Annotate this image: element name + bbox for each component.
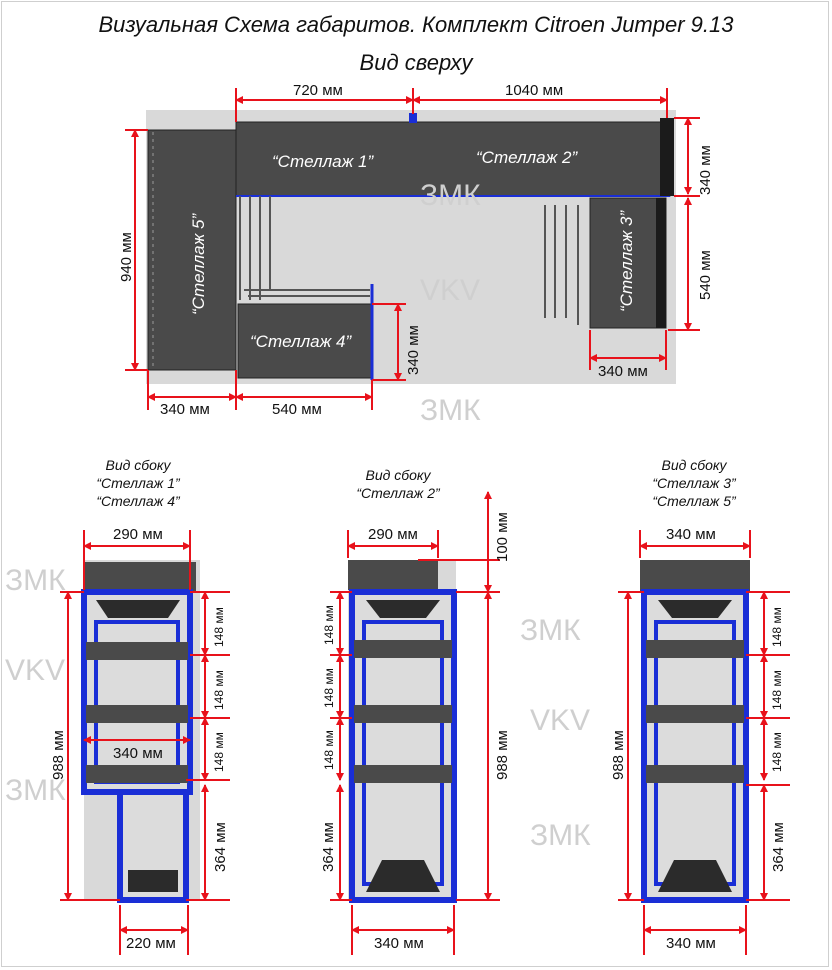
caption-line: “Стеллаж 3” xyxy=(652,475,736,491)
shelf-1-label: “Стеллаж 1” xyxy=(272,152,374,171)
shelf-4-label: “Стеллаж 4” xyxy=(250,332,352,351)
shelf-panel xyxy=(646,765,744,783)
side-view-1 xyxy=(50,526,230,955)
dim-shelf-gap: 148 мм xyxy=(322,730,336,770)
side-view-3-caption xyxy=(614,456,774,510)
shelf-panel xyxy=(354,765,452,783)
dim-340-shelf3: 340 мм xyxy=(598,363,648,380)
dim-540-right: 540 мм xyxy=(697,250,714,300)
watermark-text: VKV xyxy=(5,654,66,687)
shelf-panel xyxy=(86,642,188,660)
dim-bottom-width: 220 мм xyxy=(126,935,176,952)
dim-top-extra: 100 мм xyxy=(494,512,511,562)
dim-lower: 364 мм xyxy=(320,822,337,872)
dim-lower: 364 мм xyxy=(212,822,229,872)
dim-shelf-gap: 148 мм xyxy=(322,668,336,708)
dim-shelf-gap: 148 мм xyxy=(212,670,226,710)
top-view-subtitle: Вид сверху xyxy=(359,50,473,75)
side-view-1-caption xyxy=(58,456,218,510)
caption-line: “Стеллаж 1” xyxy=(96,475,180,491)
caption-line: “Стеллаж 5” xyxy=(652,493,736,509)
top-tray xyxy=(96,600,180,618)
dim-shelf-gap: 148 мм xyxy=(770,607,784,647)
bottom-tray xyxy=(128,870,178,892)
shelf-panel xyxy=(86,705,188,723)
side-view-3 xyxy=(610,526,790,955)
shelf-2-label: “Стеллаж 2” xyxy=(476,148,578,167)
dim-340-right: 340 мм xyxy=(697,145,714,195)
shelf-panel xyxy=(646,705,744,723)
dim-lower: 364 мм xyxy=(770,822,787,872)
dim-720: 720 мм xyxy=(293,82,343,99)
dim-shelf-gap: 148 мм xyxy=(212,732,226,772)
top-box xyxy=(84,562,196,592)
dim-height: 988 мм xyxy=(610,730,627,780)
shelf-3-label: “Стеллаж 3” xyxy=(617,210,636,312)
top-box xyxy=(640,560,750,592)
rack-frame xyxy=(644,592,746,900)
shelf-2-endcap xyxy=(660,118,674,196)
dim-shelf-gap: 148 мм xyxy=(770,670,784,710)
caption-line: Вид сбоку xyxy=(661,457,727,473)
shelf-3-endcap xyxy=(656,198,666,328)
top-box xyxy=(348,560,438,590)
shelf-panel xyxy=(354,705,452,723)
dim-bottom-width: 340 мм xyxy=(374,935,424,952)
caption-line: Вид сбоку xyxy=(365,467,431,483)
caption-line: Вид сбоку xyxy=(105,457,171,473)
dim-top-width: 340 мм xyxy=(666,526,716,543)
watermark-text: ЗМК xyxy=(420,179,481,212)
dim-height: 988 мм xyxy=(50,730,67,780)
side-view-2-caption xyxy=(318,466,478,502)
dim-540-bottom: 540 мм xyxy=(272,401,322,418)
shelf-panel xyxy=(354,640,452,658)
dim-inner-width: 340 мм xyxy=(113,745,163,762)
watermark-text: ЗМК xyxy=(530,819,591,852)
rack-frame xyxy=(352,592,454,900)
dim-940: 940 мм xyxy=(118,232,135,282)
dim-shelf-gap: 148 мм xyxy=(322,605,336,645)
dim-bottom-width: 340 мм xyxy=(666,935,716,952)
side-views xyxy=(50,492,790,955)
watermark-text: VKV xyxy=(530,704,591,737)
watermark-text: ЗМК xyxy=(520,614,581,647)
page-title: Визуальная Схема габаритов. Комплект Citroen Jumper 9.13 xyxy=(98,12,734,37)
shelf-panel xyxy=(86,765,188,783)
dim-340-bottom: 340 мм xyxy=(160,401,210,418)
dim-1040: 1040 мм xyxy=(505,82,564,99)
dim-shelf-gap: 148 мм xyxy=(212,607,226,647)
caption-line: “Стеллаж 4” xyxy=(96,493,180,509)
dim-340-shelf4: 340 мм xyxy=(405,325,422,375)
side-view-2 xyxy=(320,492,511,955)
shelf-5-label: “Стеллаж 5” xyxy=(189,213,208,315)
shelf-joint xyxy=(409,113,417,123)
shelf-panel xyxy=(646,640,744,658)
dim-top-width: 290 мм xyxy=(113,526,163,543)
dim-top-width: 290 мм xyxy=(368,526,418,543)
watermark-text: VKV xyxy=(420,274,481,307)
dim-shelf-gap: 148 мм xyxy=(770,732,784,772)
watermark-text: ЗМК xyxy=(5,774,66,807)
watermark-text: ЗМК xyxy=(420,394,481,427)
dim-height: 988 мм xyxy=(494,730,511,780)
caption-line: “Стеллаж 2” xyxy=(356,485,440,501)
watermark-text: ЗМК xyxy=(5,564,66,597)
